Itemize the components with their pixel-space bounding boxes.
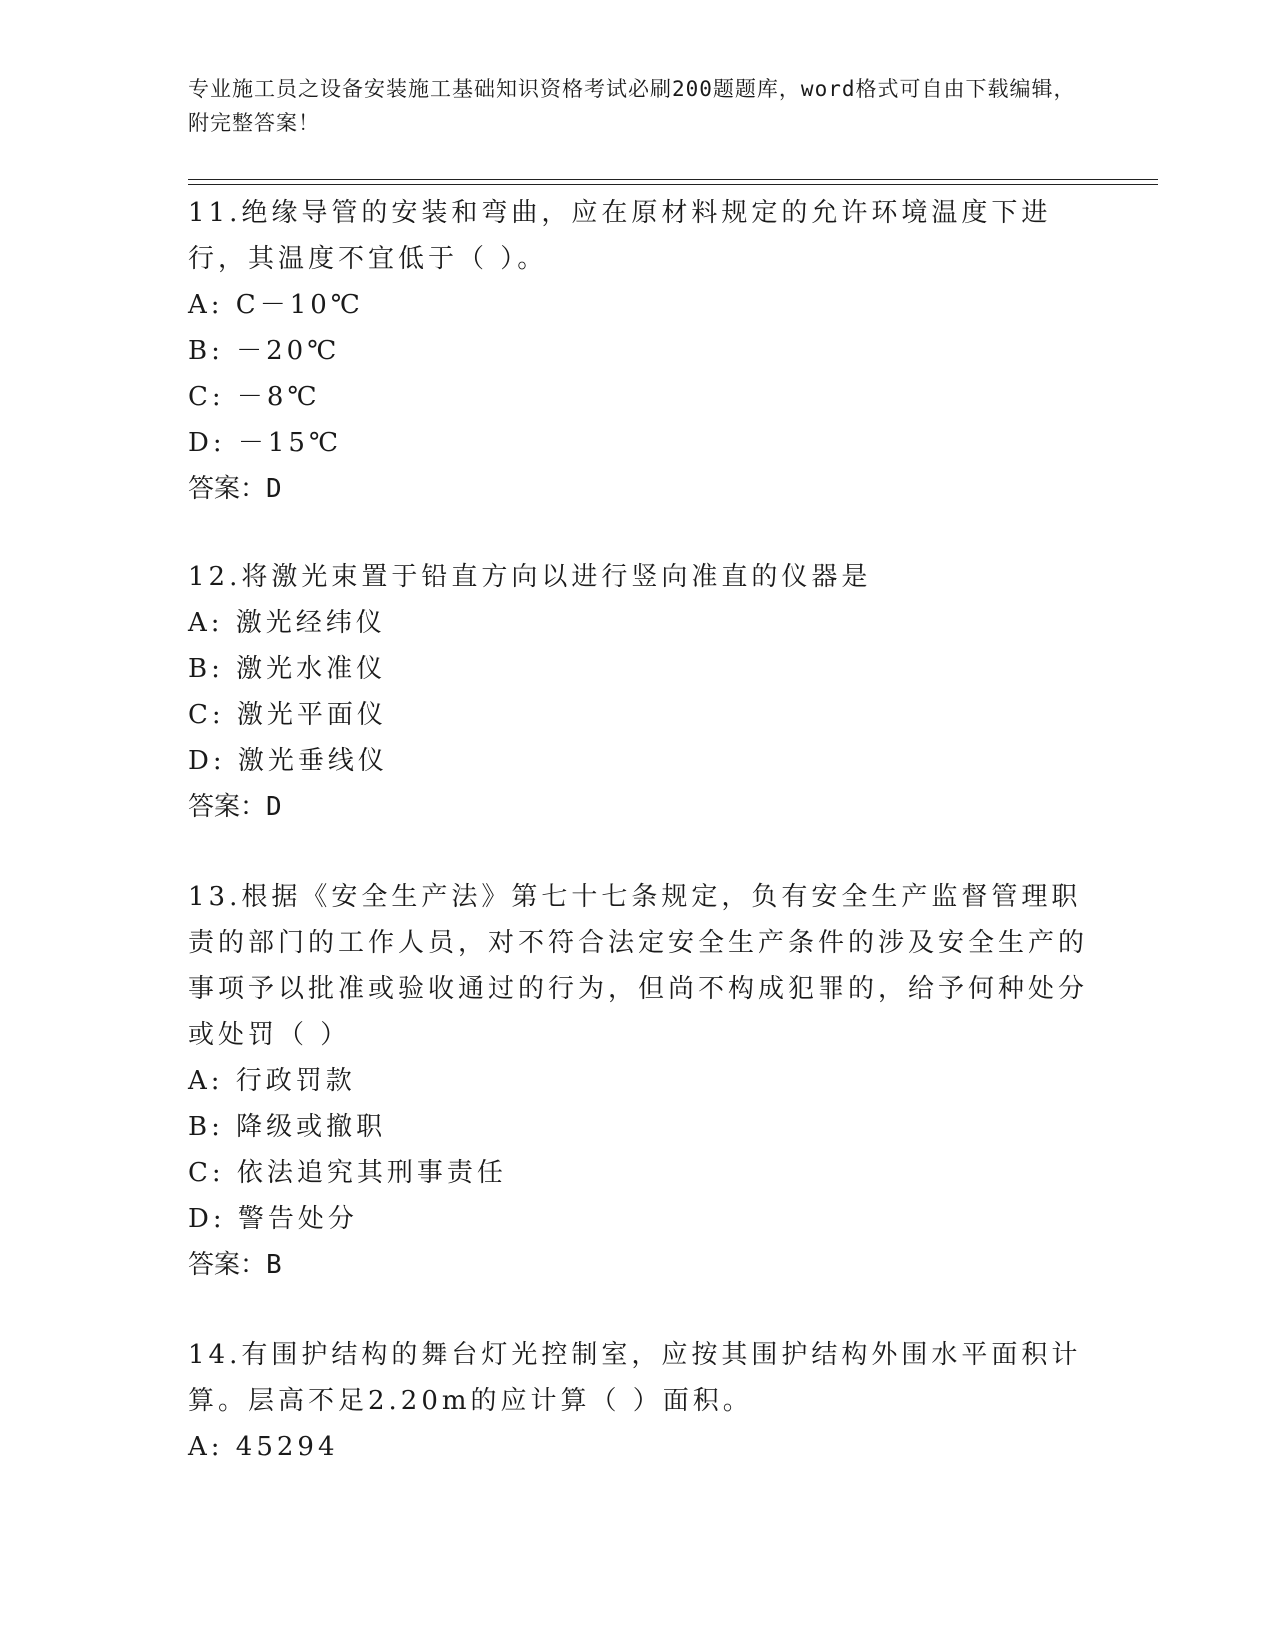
question-stem: 12.将激光束置于铅直方向以进行竖向准直的仪器是 [188,562,872,592]
option-b: B: 激光水准仪 [188,654,387,684]
option-a: A: 行政罚款 [188,1066,356,1096]
option-d: D: －15℃ [188,428,343,458]
option-c: C: －8℃ [188,382,321,412]
option-a: A: 激光经纬仪 [188,608,386,638]
question-stem: 14.有围护结构的舞台灯光控制室，应按其围护结构外围水平面积计算。层高不足2.20m的应计算（ ）面积。 [188,1340,1082,1416]
document-header: 专业施工员之设备安装施工基础知识资格考试必刷200题题库，word格式可自由下载编辑，附完整答案！ [188,77,1076,135]
answer: 答案：B [188,1250,282,1280]
question-stem: 11.绝缘导管的安装和弯曲，应在原材料规定的允许环境温度下进行，其温度不宜低于（ ）。 [188,198,1052,274]
option-b: B: 降级或撤职 [188,1112,387,1142]
header-divider-top [188,179,1158,180]
answer: 答案：D [188,474,282,504]
question-12 [188,554,1088,830]
option-a: A: 45294 [188,1432,339,1462]
option-c: C: 依法追究其刑事责任 [188,1158,507,1188]
question-13 [188,874,1088,1288]
answer: 答案：D [188,792,282,822]
option-d: D: 激光垂线仪 [188,746,388,776]
option-d: D: 警告处分 [188,1204,358,1234]
question-stem: 13.根据《安全生产法》第七十七条规定，负有安全生产监督管理职责的部门的工作人员，对不符合法定安全生产条件的涉及安全生产的事项予以批准或验收通过的行为，但尚不构成犯罪的，给予何种处分或处罚（ ） [188,882,1089,1050]
option-a: A: C－10℃ [188,290,364,320]
question-14 [188,1332,1088,1470]
option-b: B: －20℃ [188,336,341,366]
question-11 [188,190,1088,512]
option-c: C: 激光平面仪 [188,700,387,730]
header-divider-bottom [188,184,1158,185]
